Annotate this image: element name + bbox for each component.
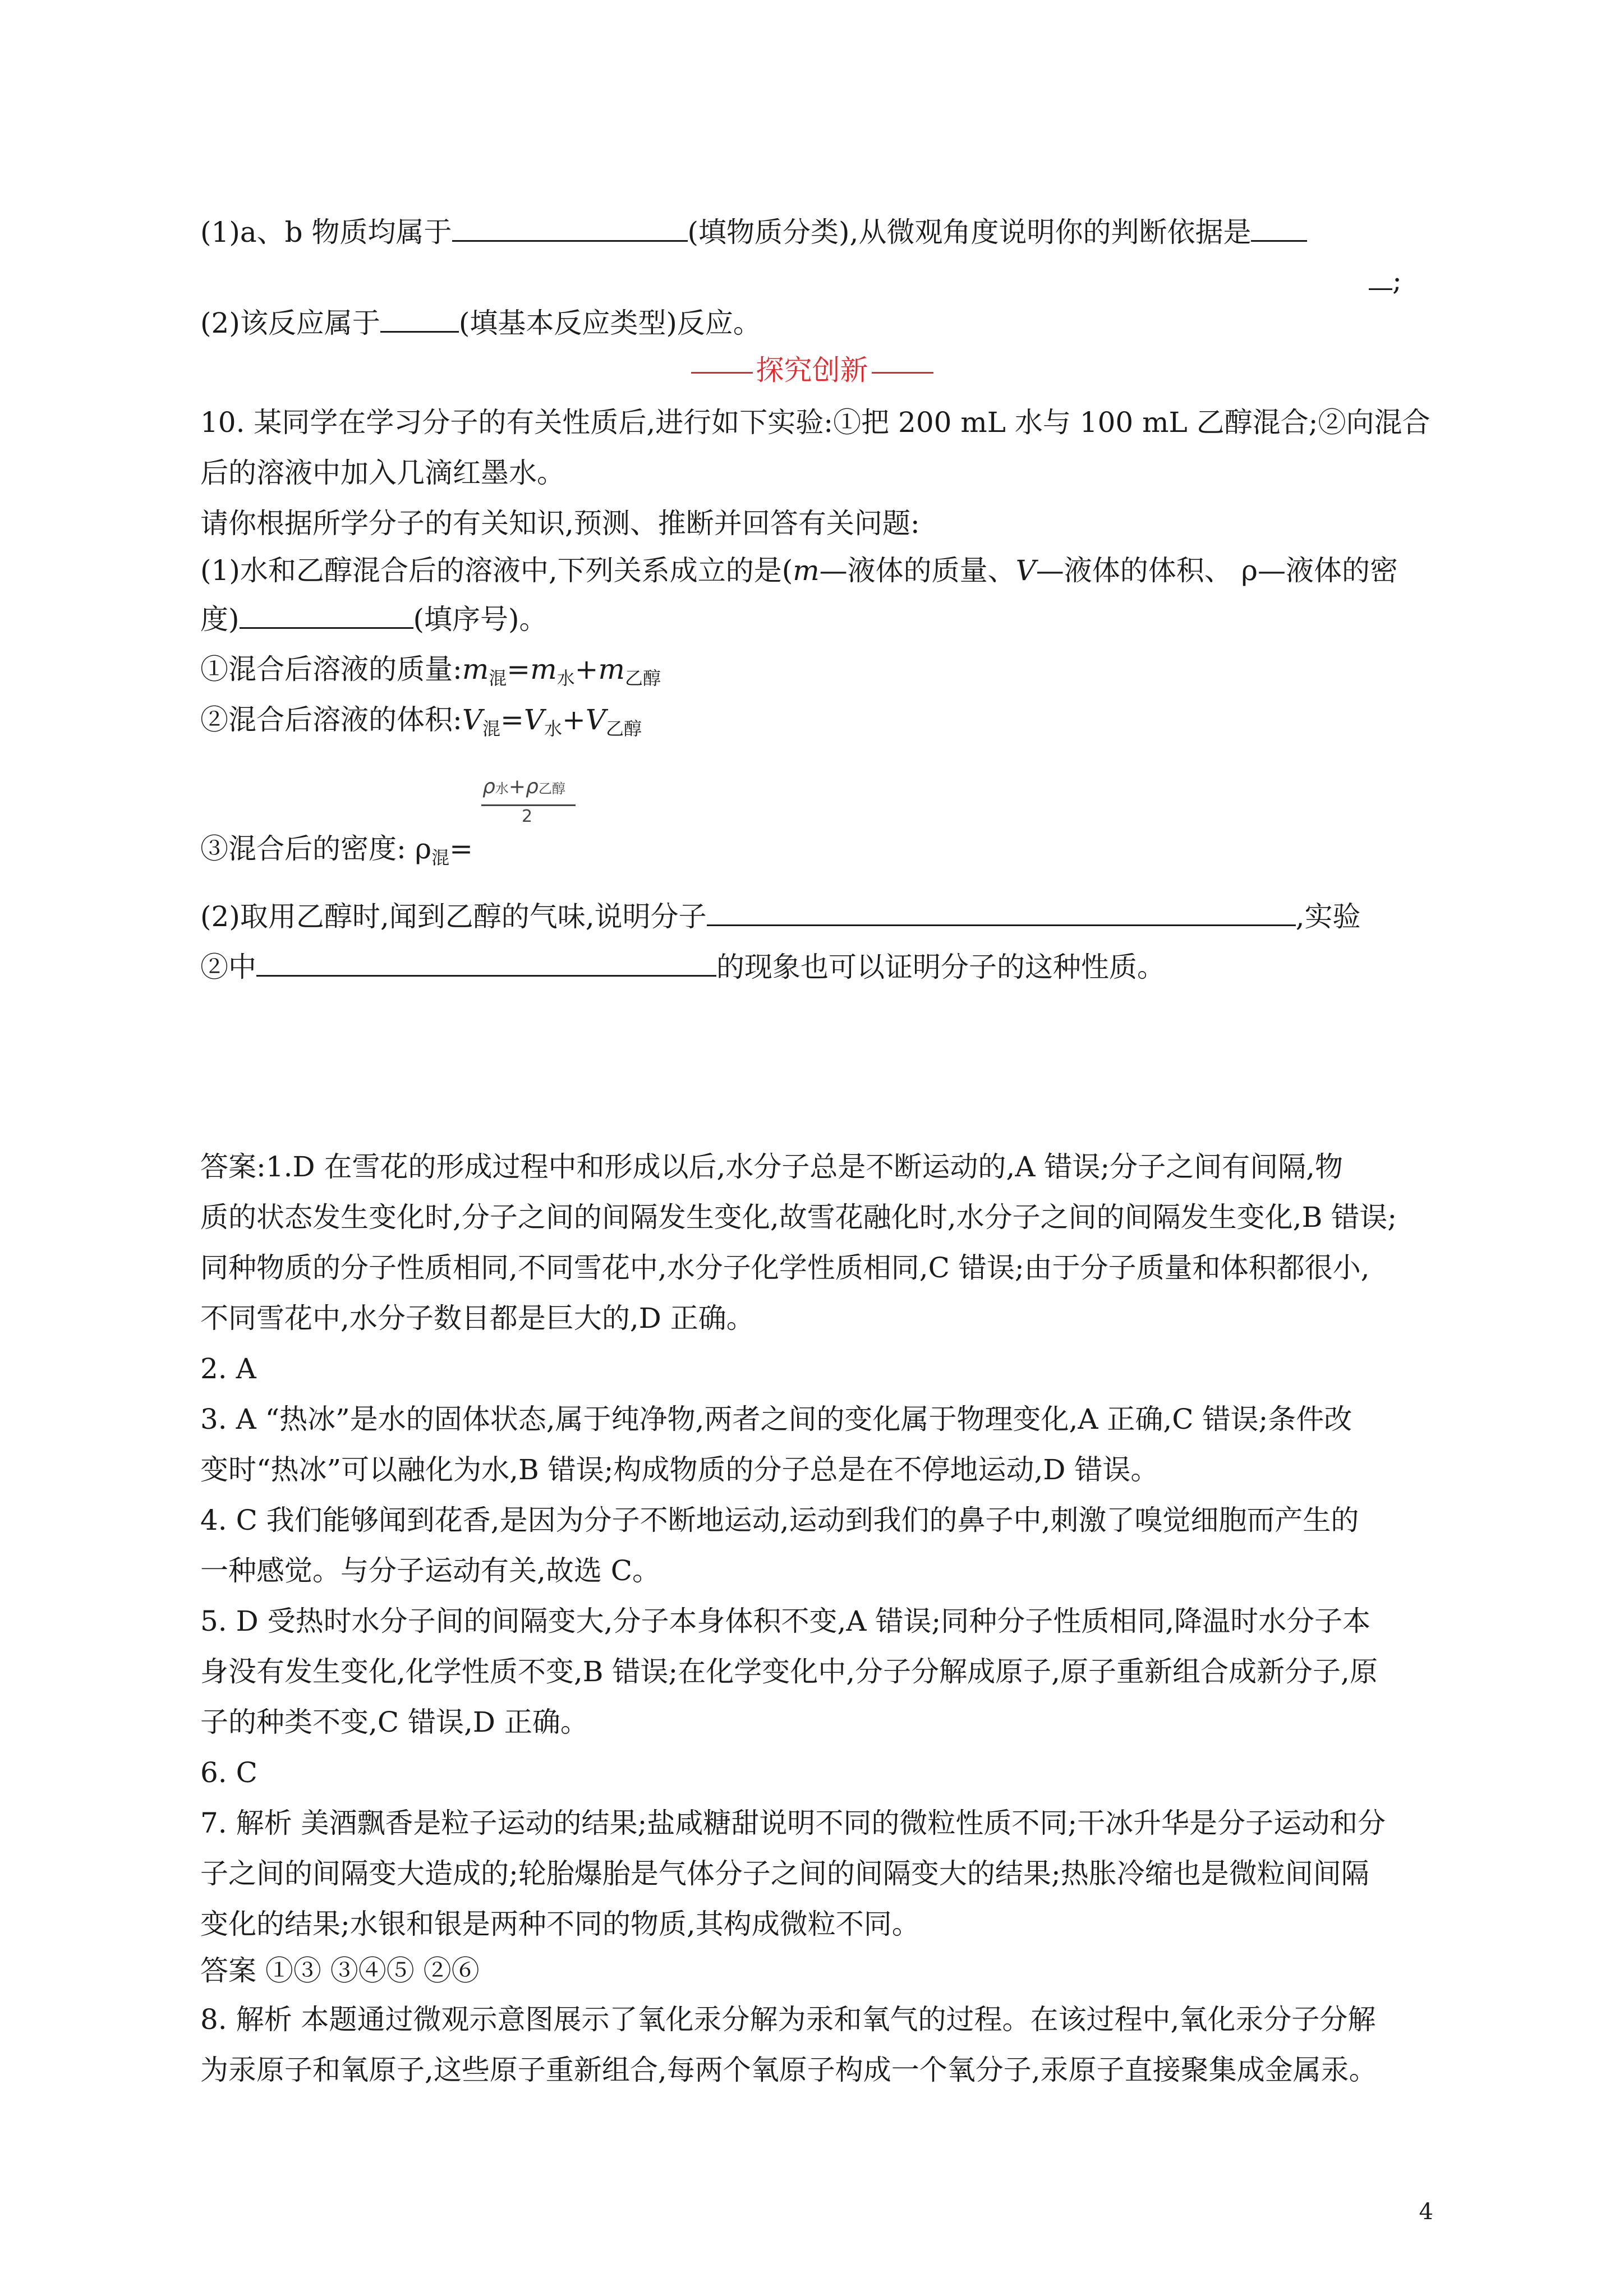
answer-line: 子之间的间隔变大造成的;轮胎爆胎是气体分子之间的间隔变大的结果;热胀冷缩也是微粒间间隔 (200, 1857, 1369, 1890)
answer-line: 同种物质的分子性质相同,不同雪花中,水分子化学性质相同,C 错误;由于分子质量和体积都很小, (200, 1251, 1370, 1284)
answer-blank[interactable] (1369, 260, 1392, 290)
page-number: 4 (1419, 2199, 1433, 2225)
q10-stem-line1: 10. 某同学在学习分子的有关性质后,进行如下实验:①把 200 mL 水与 100 mL 乙醇混合;②向混合 (200, 406, 1430, 439)
q10-part1-text-d: 度) (200, 603, 240, 636)
answer-line: 变时“热冰”可以融化为水,B 错误;构成物质的分子总是在不停地运动,D 错误。 (200, 1453, 1159, 1486)
answer-blank[interactable] (240, 599, 413, 629)
formula-subscript: 水 (556, 668, 575, 689)
answer-blank[interactable] (256, 947, 716, 977)
q10-part2-line2 (200, 947, 1165, 987)
formula-operator: = (507, 653, 531, 685)
formula-symbol: V (462, 703, 482, 736)
answer-line: 一种感觉。与分子运动有关,故选 C。 (200, 1554, 661, 1587)
answer-line: 4. C 我们能够闻到花香,是因为分子不断地运动,运动到我们的鼻子中,刺激了嗅觉细胞而产生的 (200, 1504, 1359, 1536)
formula-subscript: 混 (431, 847, 450, 868)
q10-part1-text-e: (填序号)。 (413, 603, 548, 636)
formula-subscript: 乙醇 (606, 718, 642, 739)
answer-line: 质的状态发生变化时,分子之间的间隔发生变化,故雪花融化时,水分子之间的间隔发生变化,B 错误; (200, 1201, 1397, 1234)
answer-line: 身没有发生变化,化学性质不变,B 错误;在化学变化中,分子分解成原子,原子重新组合成新分子,原 (200, 1655, 1378, 1688)
q9-part1-text-a: (1)a、b 物质均属于 (200, 216, 452, 249)
symbol-volume: V (1015, 554, 1036, 587)
answer-line: 7. 解析 美酒飘香是粒子运动的结果;盐咸糖甜说明不同的微粒性质不同;干冰升华是分子运动和分 (200, 1807, 1386, 1839)
answer-blank[interactable] (380, 303, 459, 333)
q9-part2-text-b: (填基本反应类型)反应。 (458, 307, 761, 339)
answer-line: 6. C (200, 1756, 257, 1789)
formula-subscript: 水 (495, 781, 509, 797)
q10-part2-line1 (200, 896, 1361, 936)
option3-label: ③混合后的密度: ρ (200, 832, 432, 865)
q10-part2-text-d: 的现象也可以证明分子的这种性质。 (716, 951, 1165, 983)
heading-rule-left (691, 372, 753, 374)
q10-part1-text-b: —液体的质量、 (819, 554, 1016, 587)
answer-line: 子的种类不变,C 错误,D 正确。 (200, 1706, 588, 1738)
formula-subscript: 乙醇 (538, 781, 565, 797)
option1-label: ①混合后溶液的质量: (200, 653, 462, 685)
q9-part1-text-b: (填物质分类),从微观角度说明你的判断依据是 (687, 216, 1252, 249)
q10-stem-line2: 后的溶液中加入几滴红墨水。 (200, 457, 565, 489)
formula-subscript: 水 (544, 718, 563, 739)
formula-operator: = (500, 703, 524, 736)
formula-subscript: 乙醇 (624, 668, 661, 689)
section-heading (0, 351, 1624, 390)
q9-part1-end: ; (1392, 264, 1402, 297)
formula-subscript: 混 (482, 718, 500, 739)
q10-part2-text-a: (2)取用乙醇时,闻到乙醇的气味,说明分子 (200, 900, 707, 933)
q9-part2 (200, 303, 761, 343)
answer-line: 5. D 受热时水分子间的间隔变大,分子本身体积不变,A 错误;同种分子性质相同,降温时水分子本 (200, 1605, 1371, 1637)
q10-part2-text-c: ②中 (200, 951, 256, 983)
answer-line: 2. A (200, 1352, 256, 1385)
option2-label: ②混合后溶液的体积: (200, 703, 462, 736)
q10-part1-line1 (200, 551, 1398, 590)
q10-option1 (200, 650, 661, 698)
q9-part2-text-a: (2)该反应属于 (200, 307, 380, 339)
formula-symbol: ρ (526, 775, 539, 798)
answer-line: 3. A “热冰”是水的固体状态,属于纯净物,两者之间的变化属于物理变化,A 正确,C 错误;条件改 (200, 1403, 1352, 1435)
formula-operator: + (574, 653, 599, 685)
q10-part1-text-a: (1)水和乙醇混合后的溶液中,下列关系成立的是( (200, 554, 793, 587)
answer-line: 答案 ①③ ③④⑤ ②⑥ (200, 1954, 480, 1987)
fraction-numerator (482, 775, 565, 798)
q9-part1-line1 (200, 212, 1307, 252)
answer-line: 为汞原子和氧原子,这些原子重新组合,每两个氧原子构成一个氧分子,汞原子直接聚集成金属汞。 (200, 2054, 1377, 2086)
q10-option2 (200, 700, 642, 748)
formula-symbol: ρ (482, 775, 495, 798)
section-heading-text: 探究创新 (756, 354, 868, 386)
answer-line: 8. 解析 本题通过微观示意图展示了氧化汞分解为汞和氧气的过程。在该过程中,氧化汞分子分解 (200, 2003, 1376, 2036)
answer-line: 不同雪花中,水分子数目都是巨大的,D 正确。 (200, 1302, 755, 1335)
answer-blank[interactable] (707, 896, 1296, 926)
density-fraction (477, 775, 578, 834)
formula-operator: = (449, 832, 473, 865)
formula-operator: + (508, 775, 526, 798)
q9-part1-line2 (1369, 260, 1402, 300)
formula-symbol: V (585, 703, 606, 736)
formula-operator: + (562, 703, 586, 736)
answer-blank[interactable] (452, 212, 688, 242)
formula-symbol: m (462, 653, 489, 685)
answer-blank[interactable] (1251, 212, 1307, 242)
q10-part1-text-c: —液体的体积、 ρ—液体的密 (1036, 554, 1398, 587)
q10-option3 (200, 829, 473, 877)
formula-symbol: m (530, 653, 557, 685)
q10-part2-text-b: ,实验 (1295, 900, 1361, 933)
formula-symbol: m (598, 653, 625, 685)
q10-stem-line3: 请你根据所学分子的有关知识,预测、推断并回答有关问题: (200, 507, 920, 540)
fraction-denominator: 2 (522, 807, 533, 826)
answer-line: 变化的结果;水银和银是两种不同的物质,其构成微粒不同。 (200, 1908, 920, 1940)
q10-part1-line2 (200, 599, 548, 639)
symbol-mass: m (793, 554, 820, 587)
heading-rule-right (872, 372, 933, 374)
formula-symbol: V (523, 703, 544, 736)
answer-line: 答案:1.D 在雪花的形成过程中和形成以后,水分子总是不断运动的,A 错误;分子之间有间隔,物 (200, 1151, 1344, 1183)
fraction-bar (481, 804, 576, 806)
formula-subscript: 混 (489, 668, 507, 689)
